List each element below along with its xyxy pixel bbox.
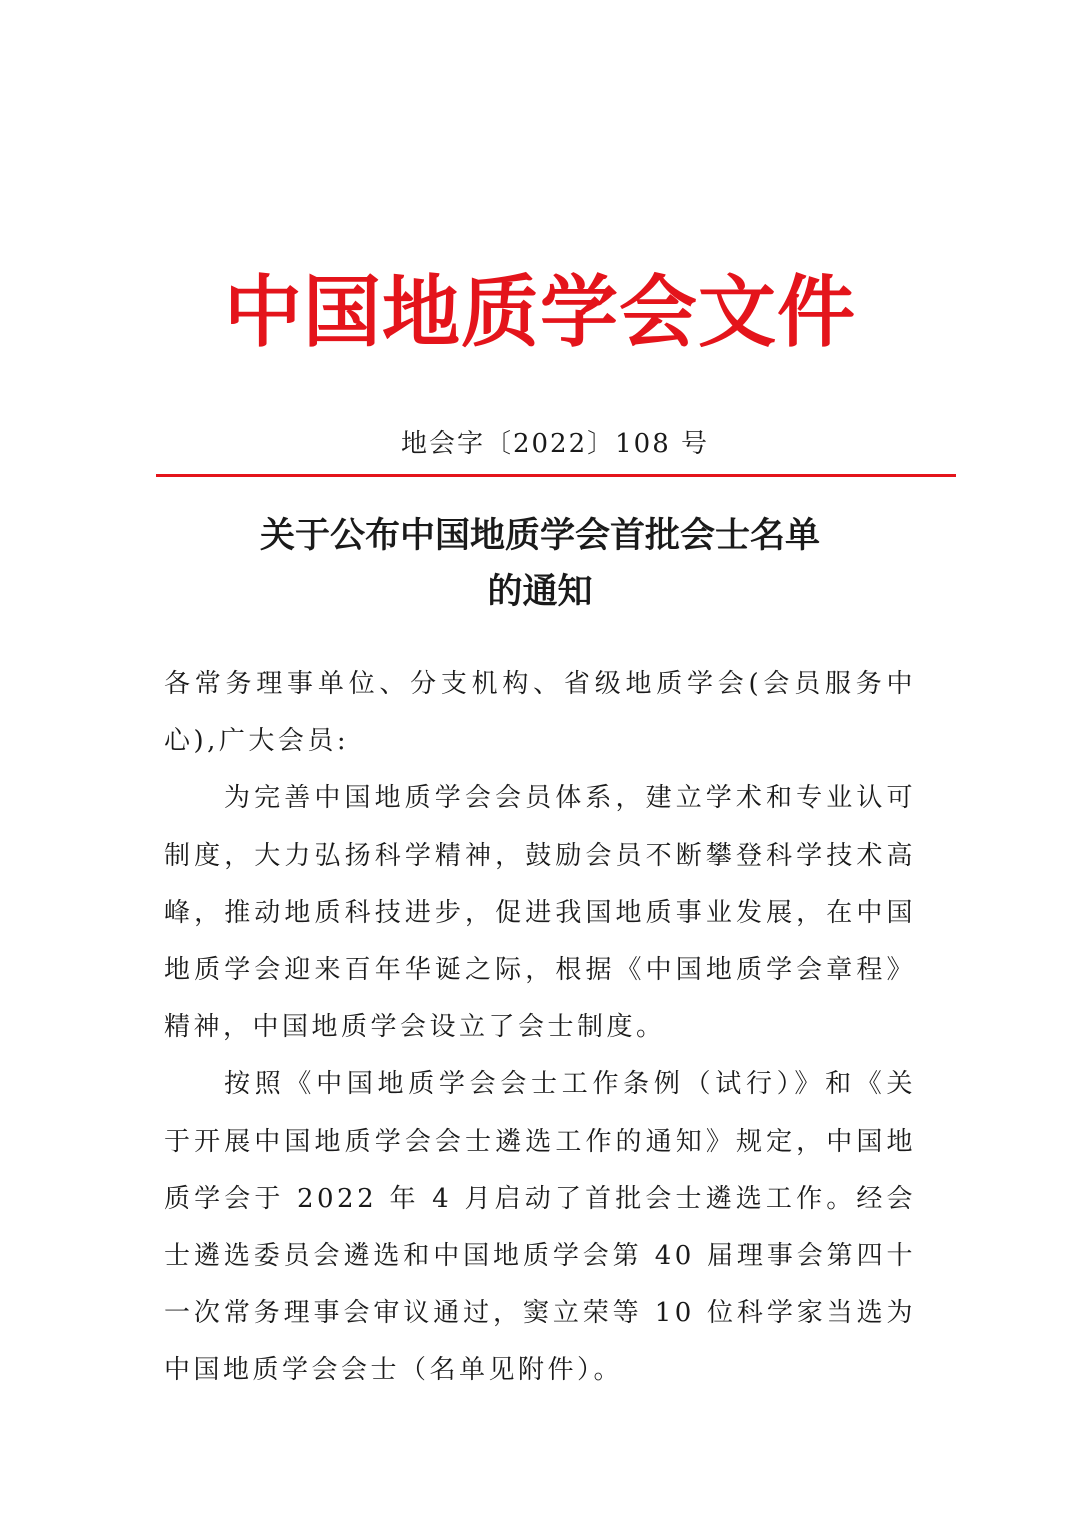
document-masthead: 中国地质学会文件 bbox=[223, 268, 856, 358]
document-number: 地会字〔2022〕108 号 bbox=[400, 429, 710, 459]
header-divider bbox=[156, 474, 956, 477]
body-paragraph-2: 按照《中国地质学会会士工作条例（试行）》和《关于开展中国地质学会会士遴选工作的通知》规定，中国地质学会于 2022 年 4 月启动了首批会士遴选工作。经会士遴选委员会遴选和中国地质学会第 40 届理事会第四十一次常务理事会审议通过，窦立荣等 10 位科学家当选为中国地质学会会士（名单见附件）。 bbox=[164, 1069, 916, 1386]
title-line-1: 关于公布中国地质学会首批会士名单 bbox=[259, 516, 820, 556]
salutation: 各常务理事单位、分支机构、省级地质学会(会员服务中心),广大会员: bbox=[164, 669, 916, 757]
body-paragraph-1: 为完善中国地质学会会员体系，建立学术和专业认可制度，大力弘扬科学精神，鼓励会员不断攀登科学技术高峰，推动地质科技进步，促进我国地质事业发展，在中国地质学会迎来百年华诞之际，根据《中国地质学会章程》精神，中国地质学会设立了会士制度。 bbox=[164, 783, 916, 1043]
document-title bbox=[0, 508, 1080, 620]
title-line-2: 的通知 bbox=[487, 572, 593, 612]
document-body bbox=[164, 656, 916, 1400]
